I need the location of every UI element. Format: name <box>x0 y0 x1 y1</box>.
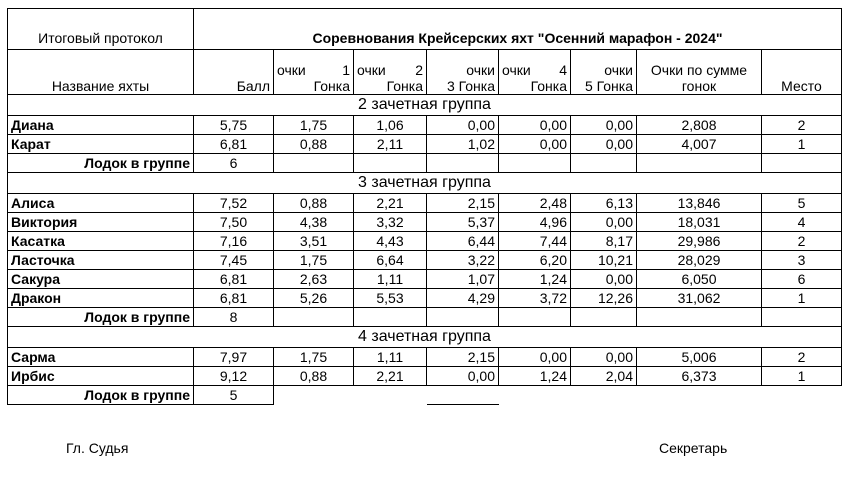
place-cell: 4 <box>762 213 842 232</box>
table-row <box>8 194 842 213</box>
empty-cell <box>354 308 427 327</box>
header-race-4: очки 4 Гонка <box>499 50 571 95</box>
score-cell: 9,12 <box>194 367 274 386</box>
group-header-row <box>8 327 842 348</box>
score-cell: 7,45 <box>194 251 274 270</box>
empty-cell <box>274 308 354 327</box>
sum-cell: 4,007 <box>637 135 762 154</box>
race-2-cell: 1,06 <box>354 116 427 135</box>
race-5-cell: 6,13 <box>571 194 637 213</box>
header-place: Место <box>762 50 842 95</box>
race-1-cell: 2,63 <box>274 270 354 289</box>
group-count-row <box>8 154 842 173</box>
empty-cell <box>274 386 354 405</box>
score-cell: 7,16 <box>194 232 274 251</box>
race-2-cell: 3,32 <box>354 213 427 232</box>
race-5-cell: 10,21 <box>571 251 637 270</box>
race-5-cell: 8,17 <box>571 232 637 251</box>
group-count-value: 8 <box>194 308 274 327</box>
table-row <box>8 135 842 154</box>
race-4-cell: 7,44 <box>499 232 571 251</box>
judge-label: Гл. Судья <box>66 440 129 456</box>
race-3-cell: 3,22 <box>427 251 499 270</box>
group-count-row <box>8 308 842 327</box>
yacht-name: Ласточка <box>8 251 194 270</box>
race-5-cell: 0,00 <box>571 213 637 232</box>
race-3-cell: 2,15 <box>427 348 499 367</box>
sum-cell: 6,373 <box>637 367 762 386</box>
empty-cell <box>637 308 762 327</box>
race-3-cell: 5,37 <box>427 213 499 232</box>
empty-cell <box>637 154 762 173</box>
table-row <box>8 367 842 386</box>
race-3-cell: 1,07 <box>427 270 499 289</box>
yacht-name: Сарма <box>8 348 194 367</box>
race-4-cell: 0,00 <box>499 116 571 135</box>
sum-cell: 28,029 <box>637 251 762 270</box>
place-cell: 5 <box>762 194 842 213</box>
score-cell: 7,52 <box>194 194 274 213</box>
sum-cell: 13,846 <box>637 194 762 213</box>
race-5-cell: 0,00 <box>571 270 637 289</box>
race-2-cell: 5,53 <box>354 289 427 308</box>
group-title: 4 зачетная группа <box>8 327 842 348</box>
table-row <box>8 251 842 270</box>
race-1-cell: 0,88 <box>274 367 354 386</box>
empty-cell <box>762 154 842 173</box>
empty-cell <box>354 154 427 173</box>
race-2-cell: 1,11 <box>354 270 427 289</box>
signature-line <box>427 386 499 405</box>
group-count-value: 6 <box>194 154 274 173</box>
race-2-cell: 4,43 <box>354 232 427 251</box>
race-1-cell: 1,75 <box>274 348 354 367</box>
empty-cell <box>427 308 499 327</box>
header-race-1: очки 1 Гонка <box>274 50 354 95</box>
race-1-cell: 4,38 <box>274 213 354 232</box>
group-count-row <box>8 386 842 405</box>
score-cell: 6,81 <box>194 135 274 154</box>
place-cell: 3 <box>762 251 842 270</box>
yacht-name: Диана <box>8 116 194 135</box>
empty-cell <box>427 154 499 173</box>
group-count-label: Лодок в группе <box>8 386 194 405</box>
empty-cell <box>571 386 637 405</box>
race-4-cell: 0,00 <box>499 348 571 367</box>
score-cell: 6,81 <box>194 289 274 308</box>
header-race-5: очки 5 Гонка <box>571 50 637 95</box>
race-1-cell: 1,75 <box>274 116 354 135</box>
race-4-cell: 4,96 <box>499 213 571 232</box>
race-4-cell: 1,24 <box>499 270 571 289</box>
header-name: Название яхты <box>8 50 194 95</box>
score-cell: 7,97 <box>194 348 274 367</box>
yacht-name: Ирбис <box>8 367 194 386</box>
yacht-name: Алиса <box>8 194 194 213</box>
place-cell: 2 <box>762 116 842 135</box>
race-5-cell: 12,26 <box>571 289 637 308</box>
sum-cell: 5,006 <box>637 348 762 367</box>
race-1-cell: 0,88 <box>274 135 354 154</box>
race-5-cell: 0,00 <box>571 135 637 154</box>
table-row <box>8 213 842 232</box>
race-3-cell: 4,29 <box>427 289 499 308</box>
score-cell: 5,75 <box>194 116 274 135</box>
score-cell: 6,81 <box>194 270 274 289</box>
race-3-cell: 2,15 <box>427 194 499 213</box>
race-1-cell: 0,88 <box>274 194 354 213</box>
place-cell: 2 <box>762 348 842 367</box>
place-cell: 1 <box>762 135 842 154</box>
race-1-cell: 5,26 <box>274 289 354 308</box>
race-2-cell: 2,21 <box>354 367 427 386</box>
race-4-cell: 0,00 <box>499 135 571 154</box>
race-1-cell: 1,75 <box>274 251 354 270</box>
empty-cell <box>762 386 842 405</box>
race-4-cell: 2,48 <box>499 194 571 213</box>
protocol-sheet <box>7 8 842 405</box>
race-3-cell: 0,00 <box>427 116 499 135</box>
empty-cell <box>571 308 637 327</box>
race-5-cell: 0,00 <box>571 348 637 367</box>
race-2-cell: 6,64 <box>354 251 427 270</box>
place-cell: 1 <box>762 289 842 308</box>
yacht-name: Карат <box>8 135 194 154</box>
empty-cell <box>637 386 762 405</box>
header-score: Балл <box>194 50 274 95</box>
score-cell: 7,50 <box>194 213 274 232</box>
group-header-row <box>8 95 842 116</box>
empty-cell <box>274 154 354 173</box>
table-row <box>8 232 842 251</box>
race-5-cell: 2,04 <box>571 367 637 386</box>
group-count-label: Лодок в группе <box>8 154 194 173</box>
empty-cell <box>499 386 571 405</box>
results-table <box>7 8 842 405</box>
race-2-cell: 1,11 <box>354 348 427 367</box>
race-5-cell: 0,00 <box>571 116 637 135</box>
header-race-3: очки 3 Гонка <box>427 50 499 95</box>
table-row <box>8 270 842 289</box>
sum-cell: 2,808 <box>637 116 762 135</box>
place-cell: 2 <box>762 232 842 251</box>
table-row <box>8 116 842 135</box>
group-count-value: 5 <box>194 386 274 405</box>
empty-cell <box>354 386 427 405</box>
race-3-cell: 1,02 <box>427 135 499 154</box>
place-cell: 6 <box>762 270 842 289</box>
page-title: Соревнования Крейсерских яхт "Осенний марафон - 2024" <box>194 9 842 50</box>
group-title: 2 зачетная группа <box>8 95 842 116</box>
race-1-cell: 3,51 <box>274 232 354 251</box>
table-row <box>8 348 842 367</box>
empty-cell <box>762 308 842 327</box>
group-title: 3 зачетная группа <box>8 173 842 194</box>
empty-cell <box>499 308 571 327</box>
protocol-label: Итоговый протокол <box>8 9 194 50</box>
sum-cell: 31,062 <box>637 289 762 308</box>
yacht-name: Сакура <box>8 270 194 289</box>
race-4-cell: 1,24 <box>499 367 571 386</box>
race-4-cell: 6,20 <box>499 251 571 270</box>
empty-cell <box>499 154 571 173</box>
sum-cell: 29,986 <box>637 232 762 251</box>
group-count-label: Лодок в группе <box>8 308 194 327</box>
empty-cell <box>571 154 637 173</box>
yacht-name: Виктория <box>8 213 194 232</box>
header-sum: Очки по сумме гонок <box>637 50 762 95</box>
race-4-cell: 3,72 <box>499 289 571 308</box>
race-3-cell: 6,44 <box>427 232 499 251</box>
race-2-cell: 2,21 <box>354 194 427 213</box>
group-header-row <box>8 173 842 194</box>
race-3-cell: 0,00 <box>427 367 499 386</box>
sum-cell: 6,050 <box>637 270 762 289</box>
header-race-2: очки 2 Гонка <box>354 50 427 95</box>
race-2-cell: 2,11 <box>354 135 427 154</box>
secretary-label: Секретарь <box>659 440 728 456</box>
sum-cell: 18,031 <box>637 213 762 232</box>
yacht-name: Дракон <box>8 289 194 308</box>
yacht-name: Касатка <box>8 232 194 251</box>
table-row <box>8 289 842 308</box>
place-cell: 1 <box>762 367 842 386</box>
